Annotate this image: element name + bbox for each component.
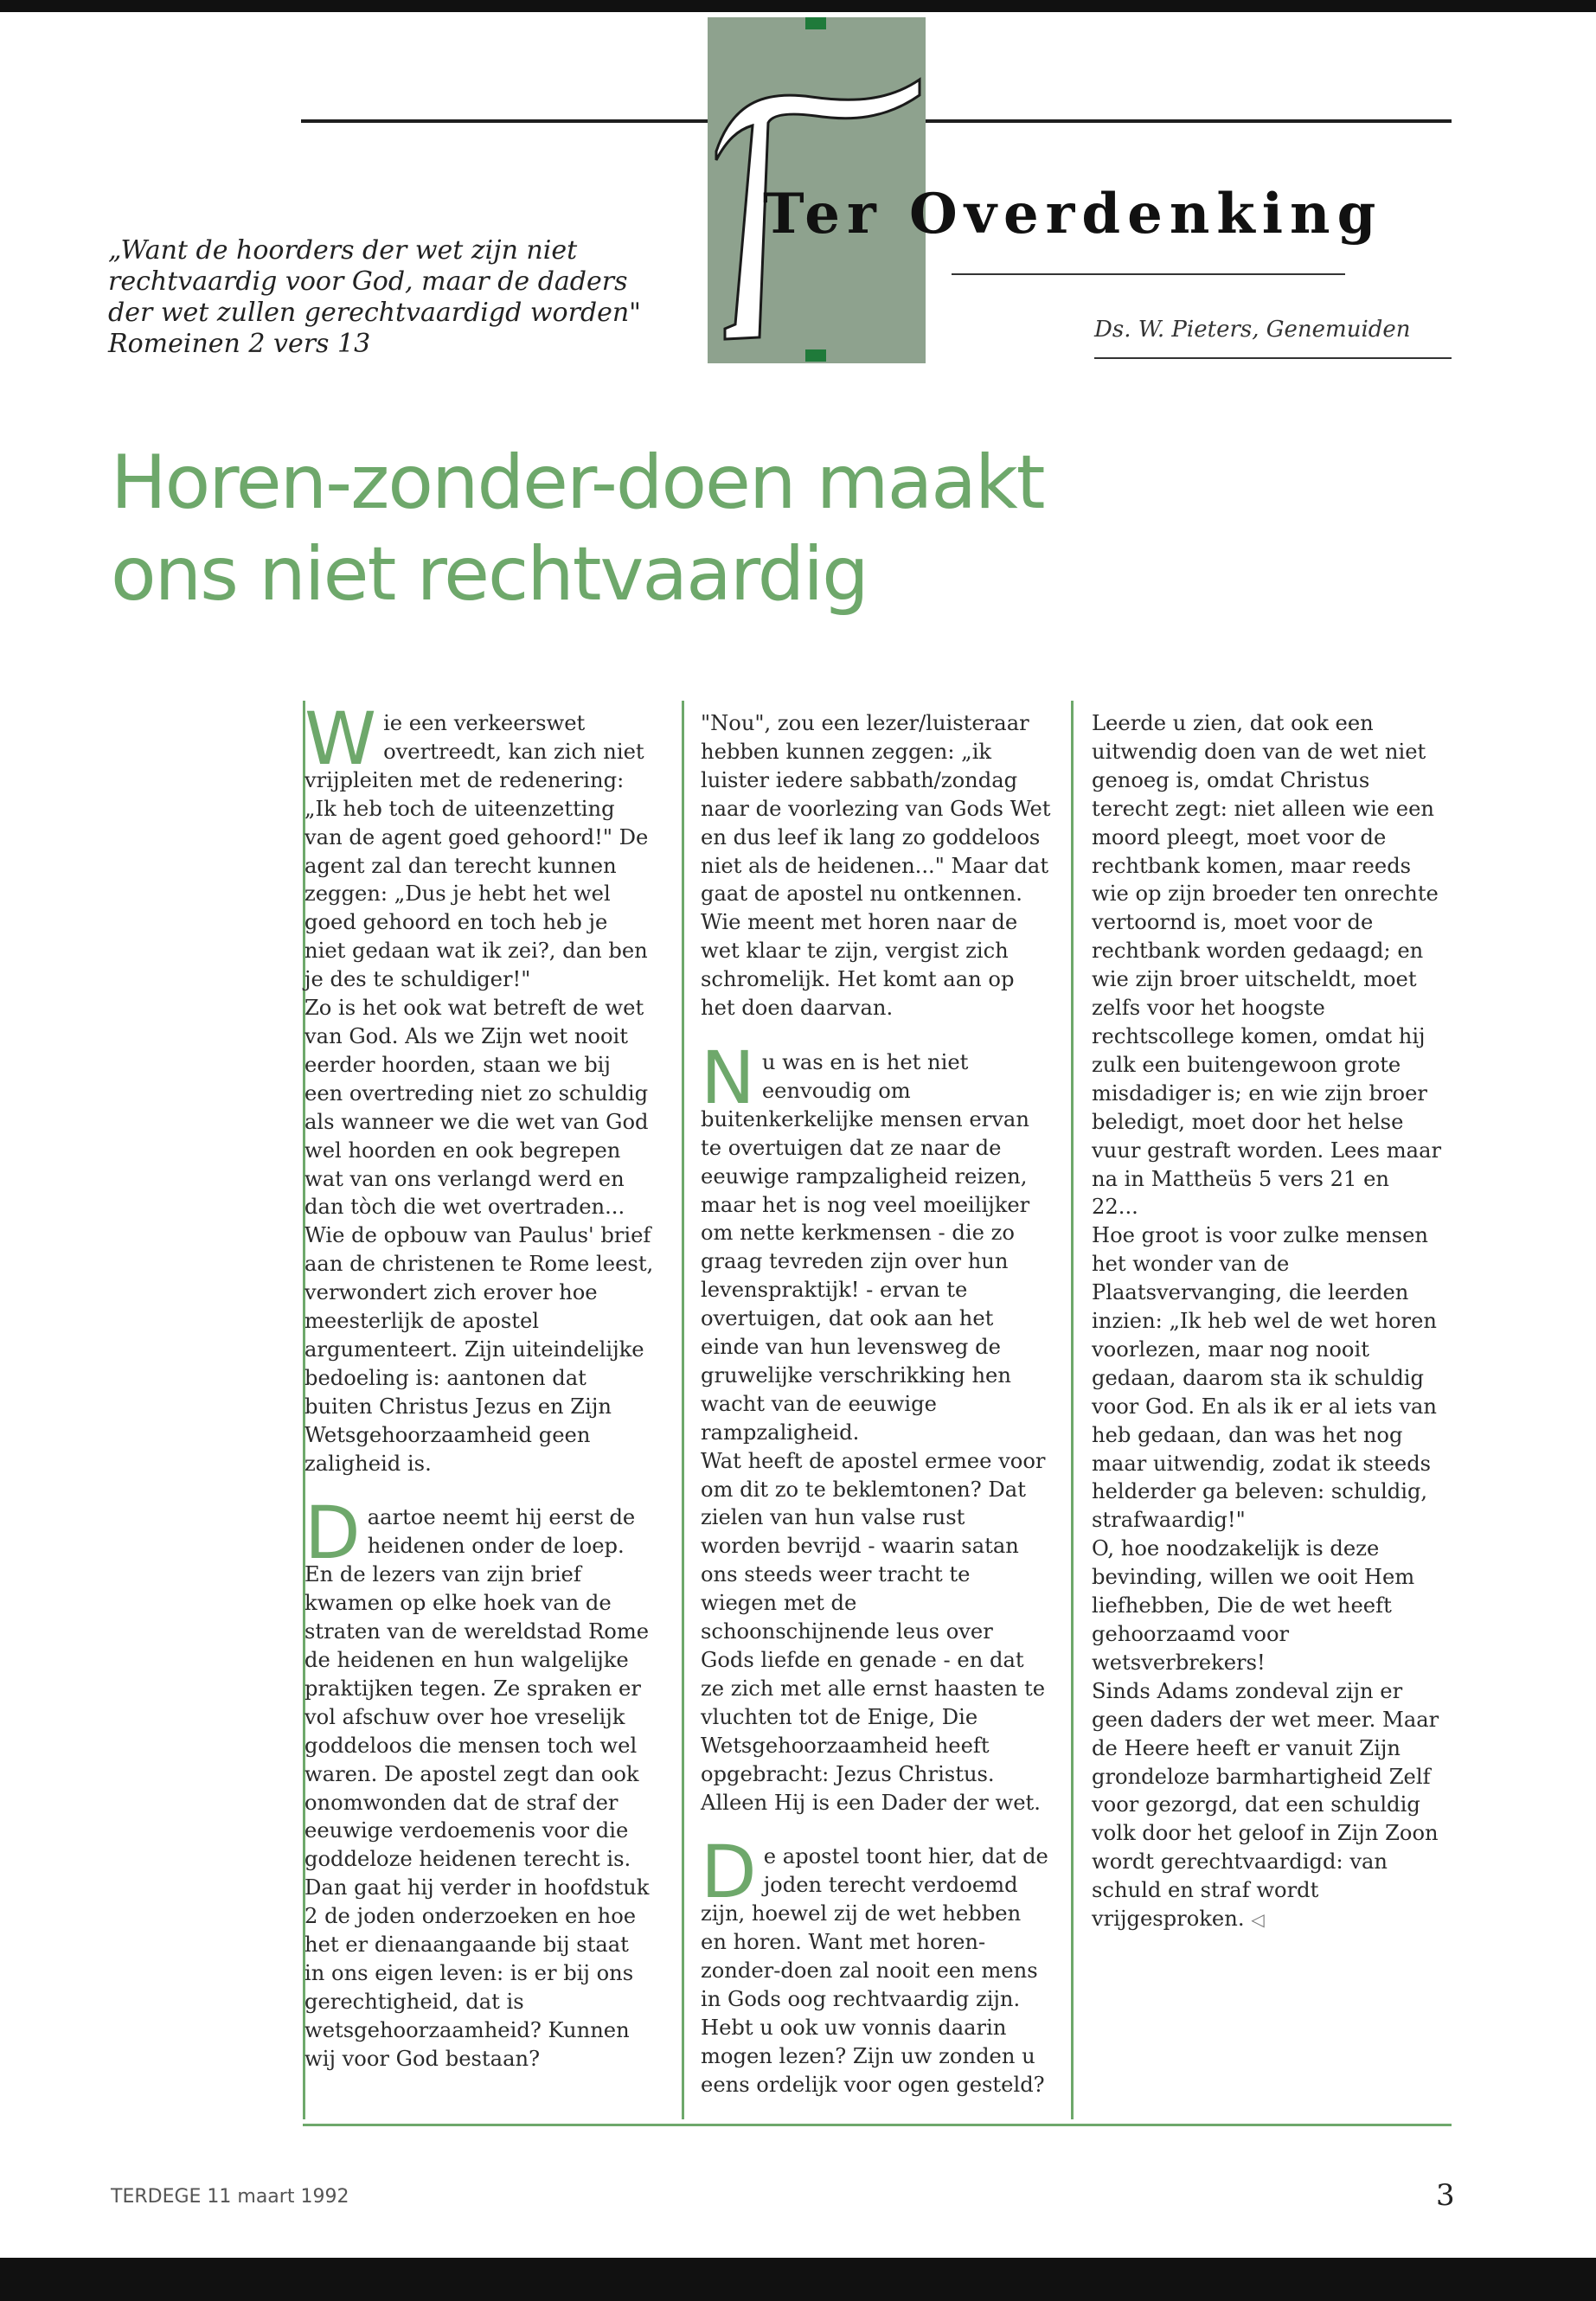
headline-line: Horen-zonder-doen maakt: [111, 439, 1044, 526]
headline-line: ons niet rechtvaardig: [111, 531, 868, 618]
drop-cap: N: [701, 1035, 755, 1120]
column-divider: [682, 701, 684, 2119]
paragraph: Wat heeft de apostel ermee voor om dit zo te beklemtonen? Dat zielen van hun valse rust worden bevrijd - waarin satan ons steeds weer tracht te wiegen met de schoonschijnende leus over Gods liefde en genade - en dat ze zich met alle ernst haasten te vluchten tot de Enige, Die Wetsgehoorzaamheid heeft opgebracht: Jezus Christus. Alleen Hij is een Dader der wet.: [701, 1448, 1046, 1815]
drop-cap: D: [701, 1830, 757, 1915]
paragraph: Daartoe neemt hij eerst de heidenen onder de loep. En de lezers van zijn brief kwamen op elke hoek van de straten van de wereldstad Rome de heidenen en hun walgelijke praktijken tegen. Ze spraken er vol afschuw over hoe vreselijk goddeloos die mensen toch wel waren. De apostel zegt dan ook onomwonden dat de straf der eeuwige verdoemenis voor die goddeloze heidenen terecht is.: [304, 1490, 650, 1872]
paragraph: Sinds Adams zondeval zijn er geen daders der wet meer. Maar de Heere heeft er vanuit Zijn grondeloze barmhartigheid Zelf voor gezorgd, dat een schuldig volk door het geloof in Zijn Zoon wordt gerechtvaardigd: van schuld en straf wordt vrijgesproken. ◁: [1092, 1678, 1439, 1932]
author-rule: [1094, 357, 1452, 359]
paragraph: Dan gaat hij verder in hoofdstuk 2 de joden onderzoeken en hoe het er dienaangaande bij staat in ons eigen leven: is er bij ons gerechtigheid, dat is wetsgehoorzaamheid? Kunnen wij voor God bestaan?: [304, 1875, 650, 2071]
paragraph: De apostel toont hier, dat de joden terecht verdoemd zijn, hoewel zij de wet hebben en horen. Want met horen-zonder-doen zal nooit een mens in Gods oog rechtvaardig zijn. Hebt u ook uw vonnis daarin mogen lezen? Zijn uw zonden u eens ordelijk voor ogen gesteld?: [701, 1830, 1048, 2097]
paragraph: Wie een verkeerswet overtreedt, kan zich niet vrijpleiten met de redenering: „Ik heb toch de uiteenzetting van de agent goed gehoord!" De agent zal dan terecht kunnen zeggen: „Dus je hebt het wel goed gehoord en toch heb je niet gedaan wat ik zei?, dan ben je des te schuldiger!": [304, 696, 649, 992]
paragraph: O, hoe noodzakelijk is deze bevinding, willen we ooit Hem liefhebben, Die de wet heeft gehoorzaamd voor wetsverbrekers!: [1092, 1536, 1415, 1675]
article-column-1: [304, 696, 655, 2073]
article-column-3: [1092, 709, 1442, 1934]
paragraph: "Nou", zou een lezer/luisteraar hebben kunnen zeggen: „ik luister iedere sabbath/zondag naar de voorlezing van Gods Wet en dus leef ik lang zo goddeloos niet als de heidenen..." Maar dat gaat de apostel nu ontkennen. Wie meent met horen naar de wet klaar te zijn, vergist zich schromelijk. Het komt aan op het doen daarvan.: [701, 711, 1051, 1021]
header-rule-left: [301, 119, 708, 123]
bible-quote: [108, 235, 644, 360]
paragraph: Zo is het ook wat betreft de wet van God. Als we Zijn wet nooit eerder hoorden, staan we bij een overtreding niet zo schuldig als wanneer we die wet van God wel hoorden en ook begrepen wat van ons verlangd werd en dan tòch die wet overtraden...: [304, 996, 649, 1220]
column-divider: [1071, 701, 1074, 2119]
quote-line: „Want de hoorders der wet zijn niet: [108, 235, 578, 266]
drop-cap: D: [304, 1490, 361, 1576]
quote-reference: Romeinen 2 vers 13: [108, 329, 371, 359]
quote-line: rechtvaardig voor God, maar de daders: [108, 266, 628, 297]
article-headline: [111, 437, 1408, 620]
top-border: [0, 0, 1596, 12]
header-rule-right: [926, 119, 1452, 123]
author-byline: Ds. W. Pieters, Genemuiden: [1094, 317, 1411, 343]
footer-rule: [303, 2124, 1452, 2126]
quote-line: der wet zullen gerechtvaardigd worden": [108, 298, 641, 328]
title-underline: [952, 273, 1345, 275]
paragraph: Wie de opbouw van Paulus' brief aan de christenen te Rome leest, verwondert zich erover hoe meesterlijk de apostel argumenteert. Zijn uiteindelijke bedoeling is: aantonen dat buiten Christus Jezus en Zijn Wetsgehoorzaamheid geen zaligheid is.: [304, 1223, 654, 1476]
bottom-border: [0, 2258, 1596, 2301]
page-number: 3: [1436, 2178, 1455, 2213]
section-title: Ter Overdenking: [763, 182, 1383, 247]
end-mark-icon: ◁: [1251, 1909, 1265, 1931]
drop-cap: W: [304, 696, 377, 781]
paragraph: Hoe groot is voor zulke mensen het wonder van de Plaatsvervanging, die leerden inzien: „Ik heb wel de wet horen voorlezen, maar nog nooit gedaan, daarom sta ik schuldig voor God. En als ik er al iets van heb gedaan, dan was het nog maar uitwendig, zodat ik steeds helderder ga beleven: schuldig, strafwaardig!": [1092, 1223, 1437, 1533]
paragraph: Nu was en is het niet eenvoudig om buitenkerkelijke mensen ervan te overtuigen dat ze naar de eeuwige rampzaligheid reizen, maar het is nog veel moeilijker om nette kerkmensen - die zo graag tevreden zijn over hun levenspraktijk! - ervan te overtuigen, dat ook aan het einde van hun levensweg de gruwelijke verschrikking hen wacht van de eeuwige rampzaligheid.: [701, 1035, 1030, 1445]
paragraph: Leerde u zien, dat ook een uitwendig doen van de wet niet genoeg is, omdat Christus terecht zegt: niet alleen wie een moord pleegt, moet voor de rechtbank komen, maar reeds wie op zijn broeder ten onrechte vertoornd is, moet voor de rechtbank worden gedaagd; en wie zijn broer uitscheldt, moet zelfs voor het hoogste rechtscollege komen, omdat hij zulk een buitengewoon grote misdadiger is; en wie zijn broer beledigt, moet door het helse vuur gestraft worden. Lees maar na in Mattheüs 5 vers 21 en 22...: [1092, 711, 1442, 1220]
publication-footer: TERDEGE 11 maart 1992: [111, 2186, 349, 2208]
article-column-2: [701, 709, 1051, 2099]
